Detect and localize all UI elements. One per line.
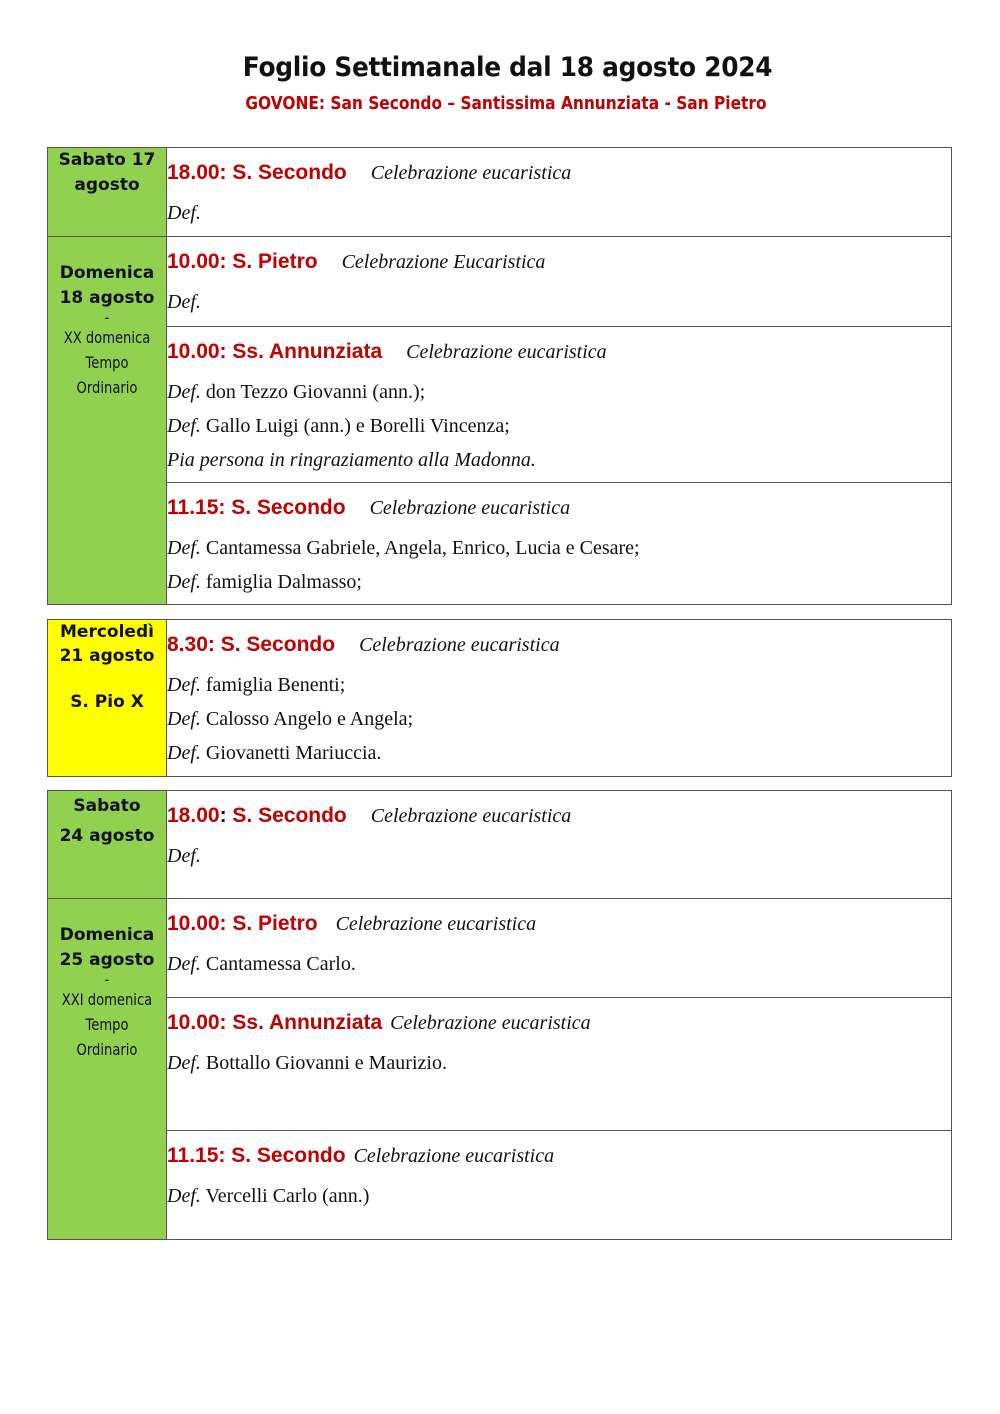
schedule-row bbox=[48, 327, 952, 483]
event-time-colon: : bbox=[219, 804, 227, 827]
event-time-location: 8.30: S. Secondo bbox=[167, 633, 336, 656]
event-cell bbox=[167, 998, 952, 1131]
saint-name: S. Pio X bbox=[70, 692, 144, 712]
event-header bbox=[167, 632, 951, 660]
page-subtitle bbox=[61, 94, 952, 114]
liturgical-time: Tempo bbox=[85, 1015, 129, 1034]
event-cell bbox=[167, 1131, 952, 1240]
day-label: Sabato 17 bbox=[58, 150, 156, 170]
intention-line: Def. don Tezzo Giovanni (ann.); bbox=[167, 381, 426, 403]
schedule-row bbox=[48, 1131, 952, 1240]
event-cell bbox=[167, 483, 952, 605]
intention-line: Def. bbox=[167, 845, 201, 867]
event-header bbox=[167, 803, 951, 831]
event-header bbox=[167, 495, 951, 523]
event-cell bbox=[167, 148, 952, 237]
schedule-row bbox=[48, 483, 952, 605]
schedule-row bbox=[48, 237, 952, 327]
day-cell-sunday-25 bbox=[48, 899, 167, 1240]
day-dash: - bbox=[104, 970, 110, 989]
day-date: 18 agosto bbox=[59, 288, 155, 308]
day-date: 21 agosto bbox=[59, 646, 155, 666]
intention-line: Def. Cantamessa Gabriele, Angela, Enrico, Lucia e Cesare; bbox=[167, 537, 640, 559]
schedule-row bbox=[48, 998, 952, 1131]
schedule-block-3 bbox=[47, 790, 952, 1240]
day-cell-saturday-17 bbox=[48, 148, 167, 237]
intention-line: Def. Bottallo Giovanni e Maurizio. bbox=[167, 1052, 447, 1074]
event-type: Celebrazione eucaristica bbox=[370, 805, 572, 827]
event-type: Celebrazione eucaristica bbox=[335, 913, 537, 935]
intention-line: Def. bbox=[167, 202, 201, 224]
intention-line: Def. Gallo Luigi (ann.) e Borelli Vincenza; bbox=[167, 415, 510, 437]
intention-line: Def. Vercelli Carlo (ann.) bbox=[167, 1185, 370, 1207]
event-type: Celebrazione eucaristica bbox=[370, 162, 572, 184]
event-time-location: 11.15: S. Secondo bbox=[167, 496, 346, 519]
event-header bbox=[167, 339, 951, 367]
event-time-location: 11.15: S. Secondo bbox=[167, 1144, 346, 1167]
page-title: Foglio Settimanale dal 18 agosto 2024 bbox=[242, 52, 773, 83]
event-time-location: 18.00: S. Secondo bbox=[167, 161, 347, 184]
event-header bbox=[167, 1143, 951, 1171]
event-header bbox=[167, 249, 951, 277]
event-type: Celebrazione eucaristica bbox=[369, 497, 571, 519]
day-label: Domenica bbox=[59, 263, 155, 283]
parish-name: GOVONE bbox=[245, 94, 319, 114]
event-header bbox=[167, 911, 951, 939]
day-label: Sabato bbox=[73, 796, 141, 816]
schedule-row bbox=[48, 620, 952, 777]
event-cell bbox=[167, 899, 952, 998]
event-time-location: 10.00: Ss. Annunziata bbox=[167, 340, 383, 363]
event-location: S. Secondo bbox=[226, 804, 347, 827]
intention-line: Def. Cantamessa Carlo. bbox=[167, 953, 356, 975]
liturgical-sunday: XXI domenica bbox=[61, 990, 153, 1009]
day-date: agosto bbox=[74, 175, 140, 195]
event-time-location: 10.00: S. Pietro bbox=[167, 250, 318, 273]
liturgical-season: Ordinario bbox=[76, 1040, 138, 1059]
intention-line: Def. bbox=[167, 291, 201, 313]
intention-line: Def. Calosso Angelo e Angela; bbox=[167, 708, 414, 730]
intention-line: Def. famiglia Dalmasso; bbox=[167, 571, 362, 593]
event-type: Celebrazione Eucaristica bbox=[341, 251, 546, 273]
schedule-block-2 bbox=[47, 619, 952, 777]
event-cell bbox=[167, 791, 952, 899]
event-type: Celebrazione eucaristica bbox=[390, 1012, 591, 1034]
event-header bbox=[167, 1010, 951, 1038]
schedule-row bbox=[48, 148, 952, 237]
event-type: Celebrazione eucaristica bbox=[353, 1145, 555, 1167]
day-label: Domenica bbox=[59, 925, 155, 945]
day-dash: - bbox=[104, 308, 110, 327]
intention-line: Def. Giovanetti Mariuccia. bbox=[167, 742, 382, 764]
intention-line: Pia persona in ringraziamento alla Madonna. bbox=[167, 449, 536, 471]
day-label: Mercoledì bbox=[60, 622, 154, 642]
event-type: Celebrazione eucaristica bbox=[359, 634, 560, 656]
day-cell-wednesday-21 bbox=[48, 620, 167, 777]
event-time-location: 10.00: S. Pietro bbox=[167, 912, 318, 935]
event-cell bbox=[167, 327, 952, 483]
liturgical-time: Tempo bbox=[85, 353, 129, 372]
day-cell-saturday-24 bbox=[48, 791, 167, 899]
event-type: Celebrazione eucaristica bbox=[406, 341, 607, 363]
liturgical-sunday: XX domenica bbox=[63, 328, 151, 347]
day-cell-sunday-18 bbox=[48, 237, 167, 605]
event-cell bbox=[167, 237, 952, 327]
event-time: 18.00 bbox=[167, 804, 220, 827]
day-date: 25 agosto bbox=[59, 950, 155, 970]
subtitle-colon: : bbox=[318, 94, 326, 114]
event-header bbox=[167, 160, 951, 188]
day-date: 24 agosto bbox=[59, 826, 155, 846]
event-cell bbox=[167, 620, 952, 777]
schedule-row bbox=[48, 791, 952, 899]
church-list: San Secondo – Santissima Annunziata - San Pietro bbox=[325, 94, 767, 114]
event-time-location: 10.00: Ss. Annunziata bbox=[167, 1011, 383, 1034]
intention-line: Def. famiglia Benenti; bbox=[167, 674, 346, 696]
liturgical-season: Ordinario bbox=[76, 378, 138, 397]
schedule-row bbox=[48, 899, 952, 998]
schedule-block-1 bbox=[47, 147, 952, 605]
